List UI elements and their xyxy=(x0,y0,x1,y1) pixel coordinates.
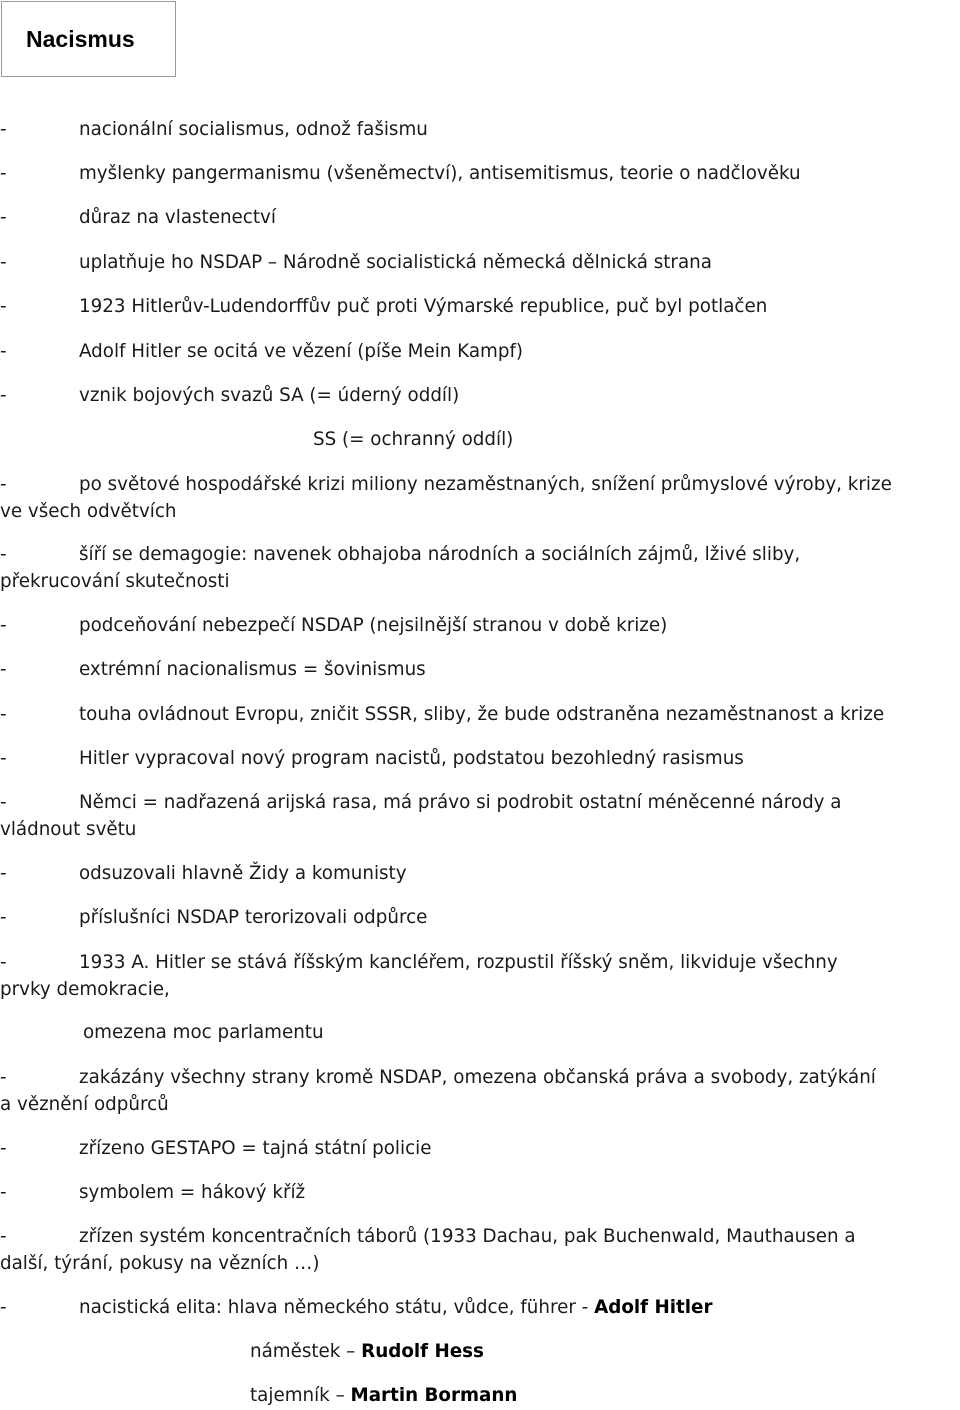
dash: - xyxy=(0,659,7,680)
list-item-text: zřízen systém koncentračních táborů (1933 Dachau, pak Buchenwald, Mauthausen a xyxy=(79,1226,856,1247)
list-item-text: nacionální socialismus, odnož fašismu xyxy=(79,119,428,140)
list-item-text: Hitler vypracoval nový program nacistů, podstatou bezohledný rasismus xyxy=(79,748,744,769)
deputy-label: náměstek – xyxy=(250,1341,356,1362)
dash: - xyxy=(0,341,7,362)
list-item-text: 1933 A. Hitler se stává říšským kancléřem, rozpustil říšský sněm, likviduje všechny xyxy=(79,952,838,973)
dash: - xyxy=(0,907,7,928)
list-item-text-wrap: překrucování skutečnosti xyxy=(0,571,230,592)
dash: - xyxy=(0,1182,7,1203)
list-item-text: šíří se demagogie: navenek obhajoba národních a sociálních zájmů, lživé sliby, xyxy=(79,544,801,565)
list-item-text: Němci = nadřazená arijská rasa, má právo si podrobit ostatní méněcenné národy a xyxy=(79,792,842,813)
list-item-text: uplatňuje ho NSDAP – Národně socialistická německá dělnická strana xyxy=(79,252,712,273)
list-item-text: po světové hospodářské krizi miliony nezaměstnaných, snížení průmyslové výroby, krize xyxy=(79,474,892,495)
list-item-text: 1923 Hitlerův-Ludendorffův puč proti Výmarské republice, puč byl potlačen xyxy=(79,296,768,317)
deputy-name: Rudolf Hess xyxy=(361,1341,484,1362)
dash: - xyxy=(0,1297,7,1318)
list-item-text: symbolem = hákový kříž xyxy=(79,1182,306,1203)
list-item-text: důraz na vlastenectví xyxy=(79,207,276,228)
dash: - xyxy=(0,704,7,725)
dash: - xyxy=(0,748,7,769)
list-item-text: podceňování nebezpečí NSDAP (nejsilnější stranou v době krize) xyxy=(79,615,668,636)
list-item-text: SS (= ochranný oddíl) xyxy=(313,429,514,450)
list-item-text: extrémní nacionalismus = šovinismus xyxy=(79,659,426,680)
dash: - xyxy=(0,952,7,973)
page-title: Nacismus xyxy=(26,25,135,52)
list-item-text: příslušníci NSDAP terorizovali odpůrce xyxy=(79,907,428,928)
list-item-text-wrap: ve všech odvětvích xyxy=(0,501,177,522)
dash: - xyxy=(0,792,7,813)
elite-intro: nacistická elita: hlava německého státu, vůdce, führer - xyxy=(79,1297,589,1318)
list-item-text: vznik bojových svazů SA (= úderný oddíl) xyxy=(79,385,460,406)
dash: - xyxy=(0,1067,7,1088)
dash: - xyxy=(0,474,7,495)
list-item-text: touha ovládnout Evropu, zničit SSSR, sliby, že bude odstraněna nezaměstnanost a krize xyxy=(79,704,885,725)
secretary-name: Martin Bormann xyxy=(350,1385,518,1406)
list-item-text: zřízeno GESTAPO = tajná státní policie xyxy=(79,1138,432,1159)
list-item-text: omezena moc parlamentu xyxy=(83,1022,324,1043)
leader-name: Adolf Hitler xyxy=(594,1297,713,1318)
list-item-text-wrap: a věznění odpůrců xyxy=(0,1094,169,1115)
dash: - xyxy=(0,252,7,273)
list-item-text: myšlenky pangermanismu (všeněmectví), antisemitismus, teorie o nadčlověku xyxy=(79,163,801,184)
dash: - xyxy=(0,296,7,317)
dash: - xyxy=(0,615,7,636)
list-item-text: odsuzovali hlavně Židy a komunisty xyxy=(79,863,407,884)
list-item-text: Adolf Hitler se ocitá ve vězení (píše Mein Kampf) xyxy=(79,341,524,362)
list-item-text-wrap: další, týrání, pokusy na vězních …) xyxy=(0,1253,320,1274)
list-item-text-wrap: vládnout světu xyxy=(0,819,137,840)
dash: - xyxy=(0,207,7,228)
dash: - xyxy=(0,1138,7,1159)
dash: - xyxy=(0,119,7,140)
dash: - xyxy=(0,385,7,406)
secretary-label: tajemník – xyxy=(250,1385,345,1406)
list-item-text-wrap: prvky demokracie, xyxy=(0,979,170,1000)
list-item-text: zakázány všechny strany kromě NSDAP, omezena občanská práva a svobody, zatýkání xyxy=(79,1067,876,1088)
dash: - xyxy=(0,544,7,565)
title-box xyxy=(1,1,176,77)
dash: - xyxy=(0,863,7,884)
dash: - xyxy=(0,1226,7,1247)
dash: - xyxy=(0,163,7,184)
list-item-text xyxy=(79,1294,712,1321)
